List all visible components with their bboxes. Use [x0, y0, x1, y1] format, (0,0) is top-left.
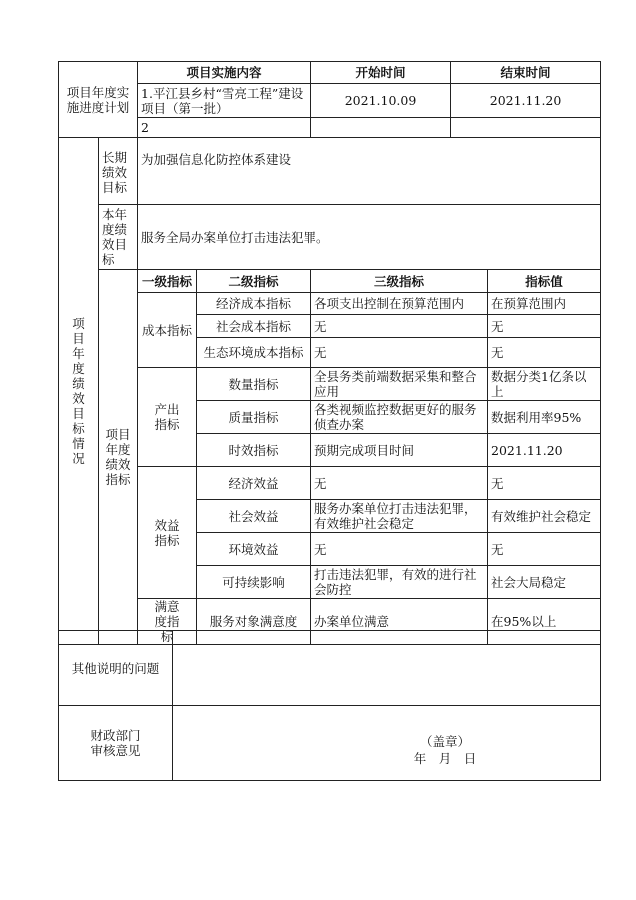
other-label: 其他说明的问题: [59, 631, 173, 706]
annual-label: 本年度绩效目标: [99, 205, 138, 270]
level3-cell: 全县务类前端数据采集和整合应用: [311, 368, 488, 401]
value-cell: 无: [488, 467, 601, 500]
level2-cell: 社会效益: [197, 500, 311, 533]
header-level3: 三级指标: [311, 270, 488, 293]
level3-cell: 预期完成项目时间: [311, 434, 488, 467]
date-text: 年 月 日: [413, 751, 477, 766]
value-cell: 在预算范围内: [488, 293, 601, 315]
level1-cell: 成本指标: [138, 293, 197, 368]
plan-content: 1.平江县乡村“雪亮工程”建设项目（第一批）: [138, 84, 311, 118]
plan-start: 2021.10.09: [311, 84, 451, 118]
performance-table: [58, 61, 601, 645]
plan-label: 项目年度实施进度计划: [59, 62, 138, 138]
value-cell: 无: [488, 533, 601, 566]
value-cell: 有效维护社会稳定: [488, 500, 601, 533]
header-content: 项目实施内容: [138, 62, 311, 84]
level3-cell: 办案单位满意: [311, 599, 488, 645]
level3-cell: 各项支出控制在预算范围内: [311, 293, 488, 315]
level2-cell: 社会成本指标: [197, 315, 311, 338]
level3-cell: 无: [311, 338, 488, 368]
header-level1: 一级指标: [138, 270, 197, 293]
long-term-value: 为加强信息化防控体系建设: [138, 138, 601, 205]
value-cell: 无: [488, 315, 601, 338]
header-level2: 二级指标: [197, 270, 311, 293]
plan-start: [311, 118, 451, 138]
long-term-label: 长期绩效目标: [99, 138, 138, 205]
finance-label-2: 审核意见: [90, 743, 141, 758]
indicators-label: 项目年度绩效指标: [99, 270, 138, 645]
level1-cell: 效益指标: [138, 467, 197, 599]
header-end: 结束时间: [451, 62, 601, 84]
level3-cell: 服务办案单位打击违法犯罪，有效维护社会稳定: [311, 500, 488, 533]
header-value: 指标值: [488, 270, 601, 293]
annual-value: 服务全局办案单位打击违法犯罪。: [138, 205, 601, 270]
plan-content: 2: [138, 118, 311, 138]
value-cell: 无: [488, 338, 601, 368]
other-value: [173, 631, 601, 706]
level2-cell: 时效指标: [197, 434, 311, 467]
level2-cell: 可持续影响: [197, 566, 311, 599]
value-cell: 数据分类1亿条以上: [488, 368, 601, 401]
level3-cell: 无: [311, 533, 488, 566]
header-start: 开始时间: [311, 62, 451, 84]
plan-end: [451, 118, 601, 138]
level3-cell: 无: [311, 315, 488, 338]
stamp-text: （盖章）: [419, 734, 470, 749]
remarks-table: [58, 630, 601, 781]
level3-cell: 无: [311, 467, 488, 500]
value-cell: 2021.11.20: [488, 434, 601, 467]
level2-cell: 数量指标: [197, 368, 311, 401]
level2-cell: 经济成本指标: [197, 293, 311, 315]
level1-cell: 产出指标: [138, 368, 197, 467]
plan-end: 2021.11.20: [451, 84, 601, 118]
finance-label-1: 财政部门: [90, 728, 141, 743]
value-cell: 数据利用率95%: [488, 401, 601, 434]
level1-cell: 满意度指标: [138, 599, 197, 645]
level3-cell: 各类视频监控数据更好的服务侦查办案: [311, 401, 488, 434]
value-cell: 在95%以上: [488, 599, 601, 645]
level2-cell: 服务对象满意度: [197, 599, 311, 645]
level2-cell: 经济效益: [197, 467, 311, 500]
level2-cell: 环境效益: [197, 533, 311, 566]
value-cell: 社会大局稳定: [488, 566, 601, 599]
level2-cell: 生态环境成本指标: [197, 338, 311, 368]
level2-cell: 质量指标: [197, 401, 311, 434]
goals-section-label: 项目年度绩效目标情况: [59, 138, 99, 645]
level3-cell: 打击违法犯罪，有效的进行社会防控: [311, 566, 488, 599]
